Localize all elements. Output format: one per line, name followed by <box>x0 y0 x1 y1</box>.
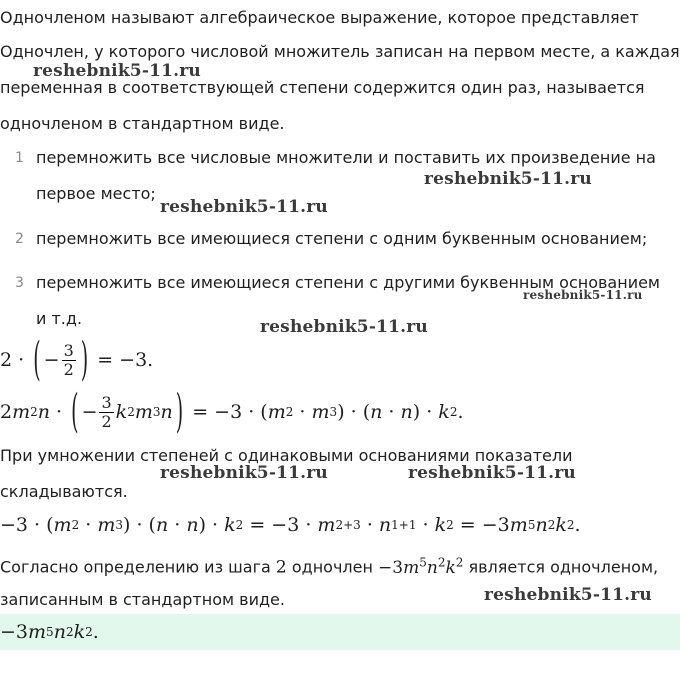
step-3-line-2: и т.д. <box>36 309 83 328</box>
watermark: reshebnik5-11.ru <box>260 317 428 337</box>
formula-numeric-product: 2 · ( − $\frac{3}{2}$ ) = −3. <box>0 333 154 387</box>
conclusion-monomial: $-3m^5n^2k^2$ <box>378 555 464 578</box>
watermark: reshebnik5-11.ru <box>160 197 328 217</box>
step-number-2: 2 <box>15 231 24 247</box>
watermark: reshebnik5-11.ru <box>160 463 328 483</box>
answer-formula: −3 m 5 n 2 k 2 . <box>0 621 99 643</box>
step-number-1: 1 <box>15 150 24 166</box>
step-1-line-2: первое место; <box>36 184 156 203</box>
watermark: reshebnik5-11.ru <box>408 463 576 483</box>
step-1-line-1: перемножить все числовые множители и поставить их произведение на <box>36 148 656 167</box>
conclusion-pre: Согласно определению из шага <box>0 557 271 577</box>
definition-line-2: Одночлен, у которого числовой множитель записан на первом месте, а каждая <box>0 42 680 61</box>
conclusion-line-2: записанным в стандартном виде. <box>0 590 285 609</box>
conclusion-post: является одночленом, <box>468 557 659 577</box>
formula-exponent-sum: −3 · ( m 2 · m 3 ) · ( n · n ) · k 2 = −3 · m 2+3 · n 1+1 · k 2 = −3 m 5 n 2 k 2 . <box>0 514 581 536</box>
rule-line-1: При умножении степеней с одинаковыми основаниями показатели <box>0 446 573 465</box>
conclusion-line-1 <box>0 552 658 578</box>
watermark: reshebnik5-11.ru <box>33 61 201 81</box>
watermark: reshebnik5-11.ru <box>484 585 652 605</box>
answer-box <box>0 614 680 650</box>
watermark: reshebnik5-11.ru <box>523 288 643 302</box>
step-3-line-1: перемножить все имеющиеся степени с другими буквенным основанием <box>36 273 660 292</box>
definition-line-1: Одночленом называют алгебраическое выражение, которое представляет <box>0 8 639 27</box>
definition-line-3: переменная в соответствующей степени содержится один раз, называется <box>0 78 645 97</box>
rule-line-2: складываются. <box>0 482 128 501</box>
definition-line-4: одночленом в стандартном виде. <box>0 114 285 133</box>
step-2-line-1: перемножить все имеющиеся степени с одним буквенным основанием; <box>36 229 648 248</box>
conclusion-step-number: 2 <box>275 557 287 578</box>
conclusion-mid: одночлен <box>291 557 373 577</box>
watermark: reshebnik5-11.ru <box>424 169 592 189</box>
formula-monomial-product: 2 m 2 n · ( − $\frac{3}{2}$ k 2 m 3 n ) = −3 · ( m 2 · m 3 ) · ( n · n ) · k 2 . <box>0 385 464 439</box>
step-number-3: 3 <box>15 275 24 291</box>
